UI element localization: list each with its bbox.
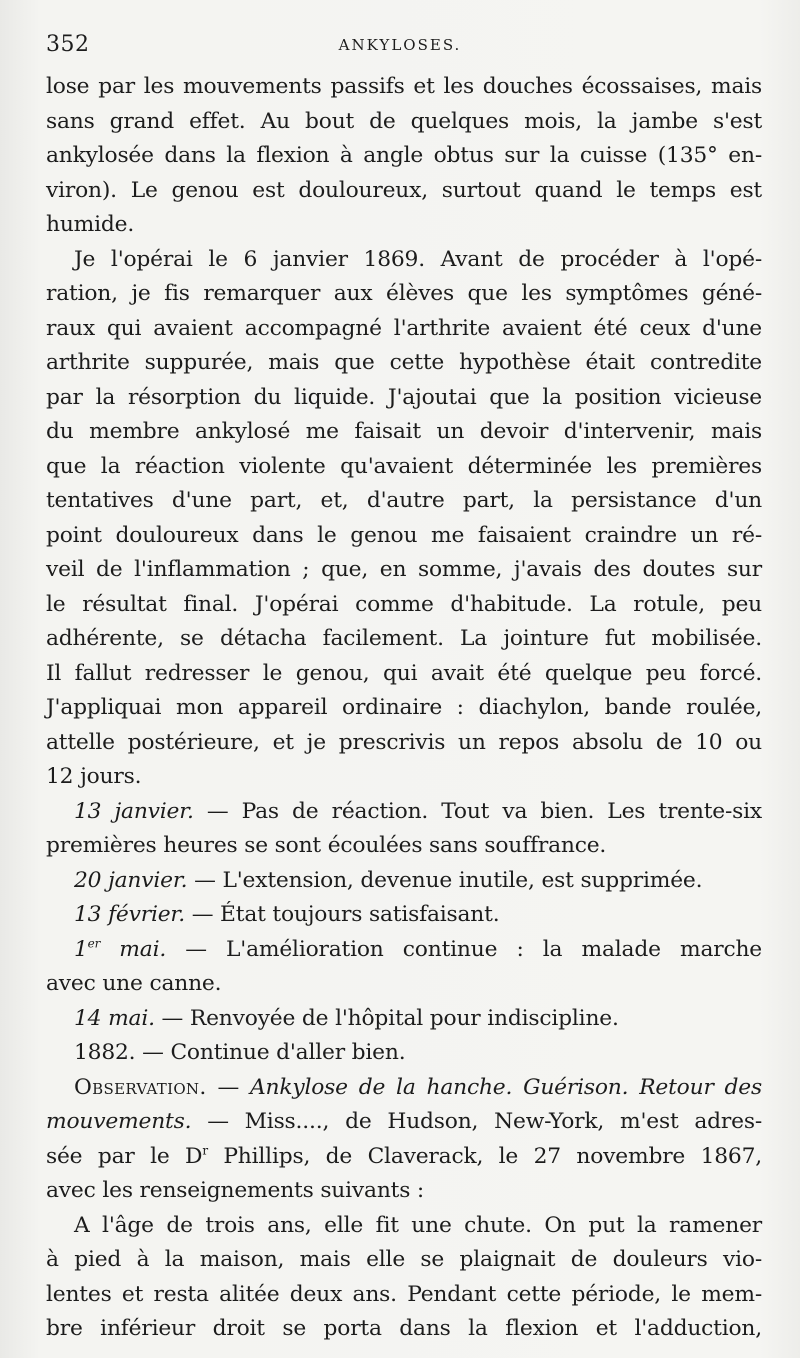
text-line: point douloureux dans le genou me faisaient craindre un ré- (46, 522, 762, 548)
text-line: ankylosée dans la flexion à angle obtus sur la cuisse (135° en- (46, 143, 762, 168)
text-line: J'appliquai mon appareil ordinaire : diachylon, bande roulée, (46, 695, 762, 720)
observation-text: sée par le D (46, 1143, 203, 1169)
text-line: attelle postérieure, et je prescrivis un repos absolu de 10 ou (46, 729, 762, 755)
text-line (46, 1105, 762, 1140)
entry-date-ordinal: er (87, 936, 101, 951)
observation-text: — Miss...., de Hudson, New-York, m'est adres- (191, 1109, 762, 1134)
text-line: lentes et resta alitée deux ans. Pendant cette période, le mem- (46, 1281, 762, 1307)
text-line: premières heures se sont écoulées sans souffrance. (46, 833, 607, 858)
text-line: viron). Le genou est douloureux, surtout quand le temps est (46, 177, 762, 203)
text-line: avec les renseignements suivants : (46, 1178, 425, 1203)
entry-date (74, 937, 166, 962)
text-line (46, 1140, 762, 1175)
dash: — (206, 1074, 250, 1100)
text-line: du membre ankylosé me faisait un devoir d'intervenir, mais (46, 419, 762, 444)
text-line: avec une canne. (46, 971, 222, 996)
entry-date: 20 janvier. (74, 867, 188, 893)
entry-date-month: mai. (100, 936, 167, 962)
text-line: à pied à la maison, mais elle se plaignait de douleurs vio- (46, 1247, 762, 1272)
text-line: Il fallut redresser le genou, qui avait été quelque peu forcé. (46, 660, 762, 686)
text-line: lose par les mouvements passifs et les douches écossaises, mais (46, 74, 762, 99)
doctor-abbrev-sup: r (202, 1143, 208, 1158)
running-head: ANKYLOSES. (338, 36, 462, 54)
observation-title-cont: mouvements. (46, 1109, 192, 1134)
text-line: bre inférieur droit se porta dans la flexion et l'adduction, (46, 1316, 762, 1341)
text-line: le résultat final. J'opérai comme d'habitude. La rotule, peu (46, 591, 762, 617)
text-line: par la résorption du liquide. J'ajoutai que la position vicieuse (46, 384, 762, 410)
journal-entry (46, 933, 762, 968)
journal-entry (46, 1002, 762, 1037)
text-line: arthrite suppurée, mais que cette hypothèse était contredite (46, 350, 762, 375)
entry-text: — État toujours satisfaisant. (185, 902, 500, 927)
text-line: que la réaction violente qu'avaient déterminée les premières (46, 453, 762, 479)
entry-date-number: 1 (74, 936, 88, 962)
observation-text: Phillips, de Claverack, le 27 novembre 1867, (207, 1143, 762, 1169)
text-line: raux qui avaient accompagné l'arthrite avaient été ceux d'une (46, 315, 762, 341)
entry-date: 13 janvier. (74, 798, 194, 824)
entry-text: — Pas de réaction. Tout va bien. Les trente-six (193, 798, 762, 824)
observation-label: Observation. (74, 1074, 207, 1100)
journal-entry (46, 795, 762, 830)
journal-entry (46, 864, 762, 899)
entry-date: 14 mai. (74, 1005, 155, 1031)
body-text (46, 70, 762, 1347)
observation-heading (46, 1071, 762, 1106)
entry-text: — Renvoyée de l'hôpital pour indiscipline. (154, 1005, 619, 1031)
text-line: veil de l'inflammation ; que, en somme, j'avais des doutes sur (46, 557, 762, 582)
observation-title: Ankylose de la hanche. Guérison. Retour des (249, 1074, 762, 1100)
entry-date: 13 février. (74, 902, 185, 927)
entry-text: — L'extension, devenue inutile, est supprimée. (187, 867, 703, 893)
journal-entry: 1882. — Continue d'aller bien. (74, 1040, 406, 1065)
text-line: ration, je fis remarquer aux élèves que les symptômes géné- (46, 281, 762, 306)
text-line: tentatives d'une part, et, d'autre part, la persistance d'un (46, 488, 762, 513)
page-number: 352 (46, 32, 90, 57)
text-line: A l'âge de trois ans, elle fit une chute. On put la ramener (74, 1212, 762, 1238)
text-line: Je l'opérai le 6 janvier 1869. Avant de procéder à l'opé- (74, 246, 762, 272)
text-line: humide. (46, 212, 135, 237)
entry-text: — L'amélioration continue : la malade marche (166, 936, 763, 962)
text-line: 12 jours. (46, 764, 142, 789)
text-line: adhérente, se détacha facilement. La jointure fut mobilisée. (46, 626, 762, 651)
journal-entry (46, 898, 762, 933)
text-line: sans grand effet. Au bout de quelques mois, la jambe s'est (46, 108, 762, 134)
